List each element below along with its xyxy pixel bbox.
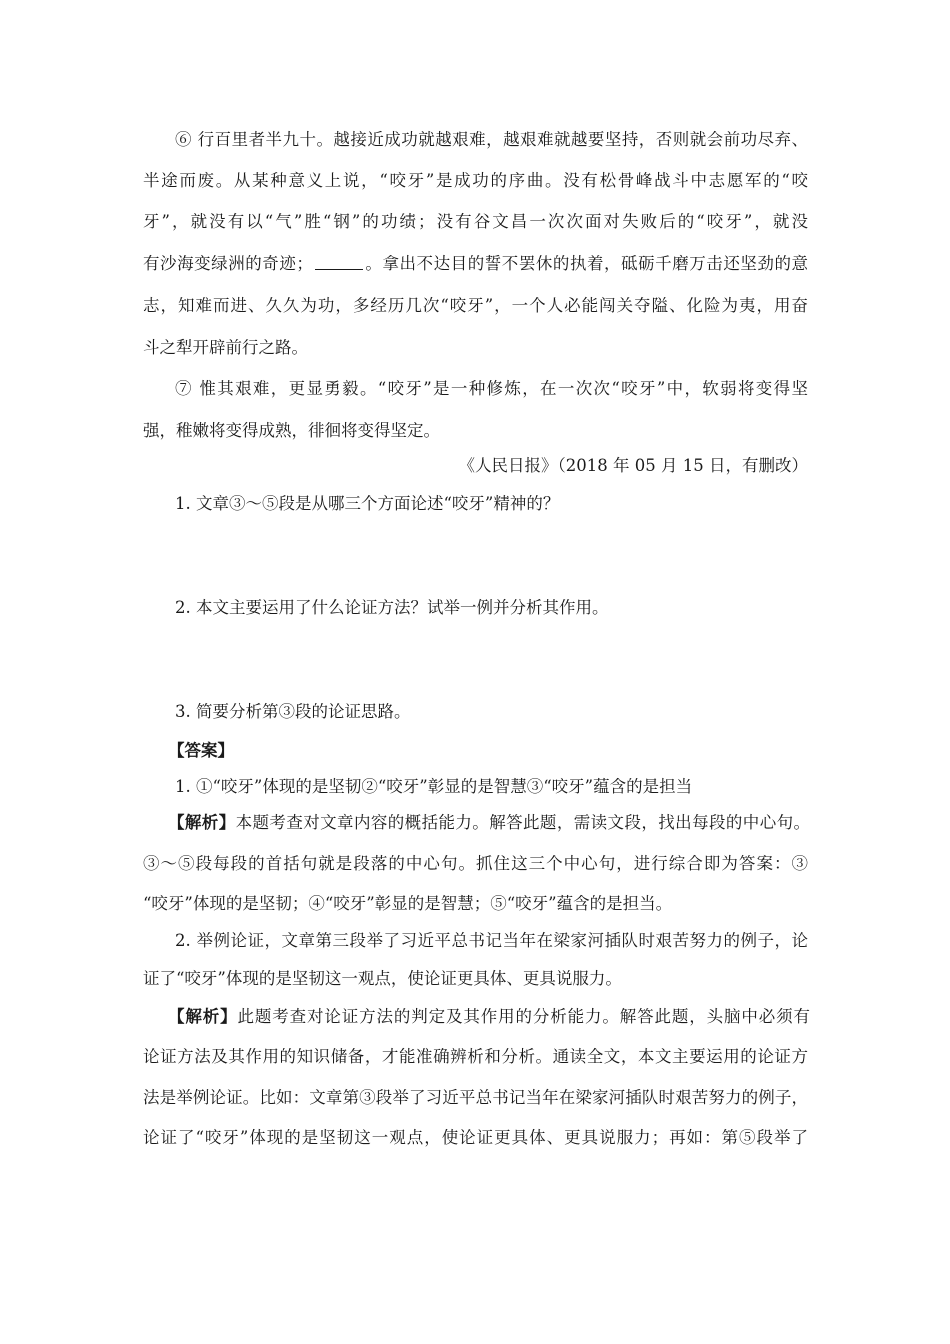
analysis-tag: 【解析】: [168, 813, 236, 832]
analysis-tag: 【解析】: [168, 1007, 238, 1026]
paragraph-6-line: 志，知难而进、久久为功，多经历几次“咬牙”，一个人必能闯关夺隘、化险为夷，用奋: [143, 296, 808, 315]
answer-2-line: 2. 举例论证，文章第三段举了习近平总书记当年在梁家河插队时艰苦努力的例子，论: [175, 931, 808, 950]
question-2: 2. 本文主要运用了什么论证方法？试举一例并分析其作用。: [175, 598, 609, 617]
paragraph-6-text: 。拿出不达目的誓不罢休的执着，砥砺千磨万击还坚劲的意: [364, 254, 809, 273]
paragraph-7-line: 强，稚嫩将变得成熟，徘徊将变得坚定。: [143, 421, 440, 440]
answer-2-line: 证了“咬牙”体现的是坚韧这一观点，使论证更具体、更具说服力。: [143, 969, 622, 988]
analysis-1-line: “咬牙”体现的是坚韧；④“咬牙”彰显的是智慧；⑤“咬牙”蕴含的是担当。: [143, 894, 673, 913]
analysis-2-line: 论证了“咬牙”体现的是坚韧这一观点，使论证更具体、更具说服力；再如：第⑤段举了: [143, 1128, 808, 1147]
paragraph-6-line: 半途而废。从某种意义上说，“咬牙”是成功的序曲。没有松骨峰战斗中志愿军的“咬: [143, 171, 808, 190]
paragraph-6-line: 牙”，就没有以“气”胜“钢”的功绩；没有谷文昌一次次面对失败后的“咬牙”，就没: [143, 212, 808, 231]
paragraph-6-text: 有沙海变绿洲的奇迹；: [143, 254, 313, 273]
answer-1: 1. ①“咬牙”体现的是坚韧②“咬牙”彰显的是智慧③“咬牙”蕴含的是担当: [175, 777, 693, 796]
analysis-2-line: [168, 1006, 810, 1028]
analysis-2-text: 此题考查对论证方法的判定及其作用的分析能力。解答此题，头脑中必须有: [237, 1007, 810, 1026]
fill-in-blank[interactable]: [315, 255, 363, 270]
paragraph-7-line: ⑦ 惟其艰难，更显勇毅。“咬牙”是一种修炼，在一次次“咬牙”中，软弱将变得坚: [175, 379, 808, 398]
analysis-1-line: [168, 812, 810, 834]
source-citation: 《人民日报》（2018 年 05 月 15 日，有删改）: [458, 456, 808, 475]
paragraph-6-line: 斗之犁开辟前行之路。: [143, 338, 308, 357]
paragraph-6-line: ⑥ 行百里者半九十。越接近成功就越艰难，越艰难就越要坚持，否则就会前功尽弃、: [175, 130, 808, 149]
question-1: 1. 文章③～⑤段是从哪三个方面论述“咬牙”精神的？: [175, 494, 560, 513]
answer-heading: 【答案】: [168, 741, 234, 760]
analysis-2-line: 论证方法及其作用的知识储备，才能准确辨析和分析。通读全文，本文主要运用的论证方: [143, 1047, 808, 1066]
question-3: 3. 简要分析第③段的论证思路。: [175, 702, 411, 721]
paragraph-6-line: [143, 253, 808, 275]
analysis-1-text: 本题考查对文章内容的概括能力。解答此题，需读文段，找出每段的中心句。: [235, 813, 811, 832]
analysis-2-line: 法是举例论证。比如：文章第③段举了习近平总书记当年在梁家河插队时艰苦努力的例子，: [143, 1088, 808, 1107]
analysis-1-line: ③～⑤段每段的首括句就是段落的中心句。抓住这三个中心句，进行综合即为答案：③: [143, 854, 808, 873]
